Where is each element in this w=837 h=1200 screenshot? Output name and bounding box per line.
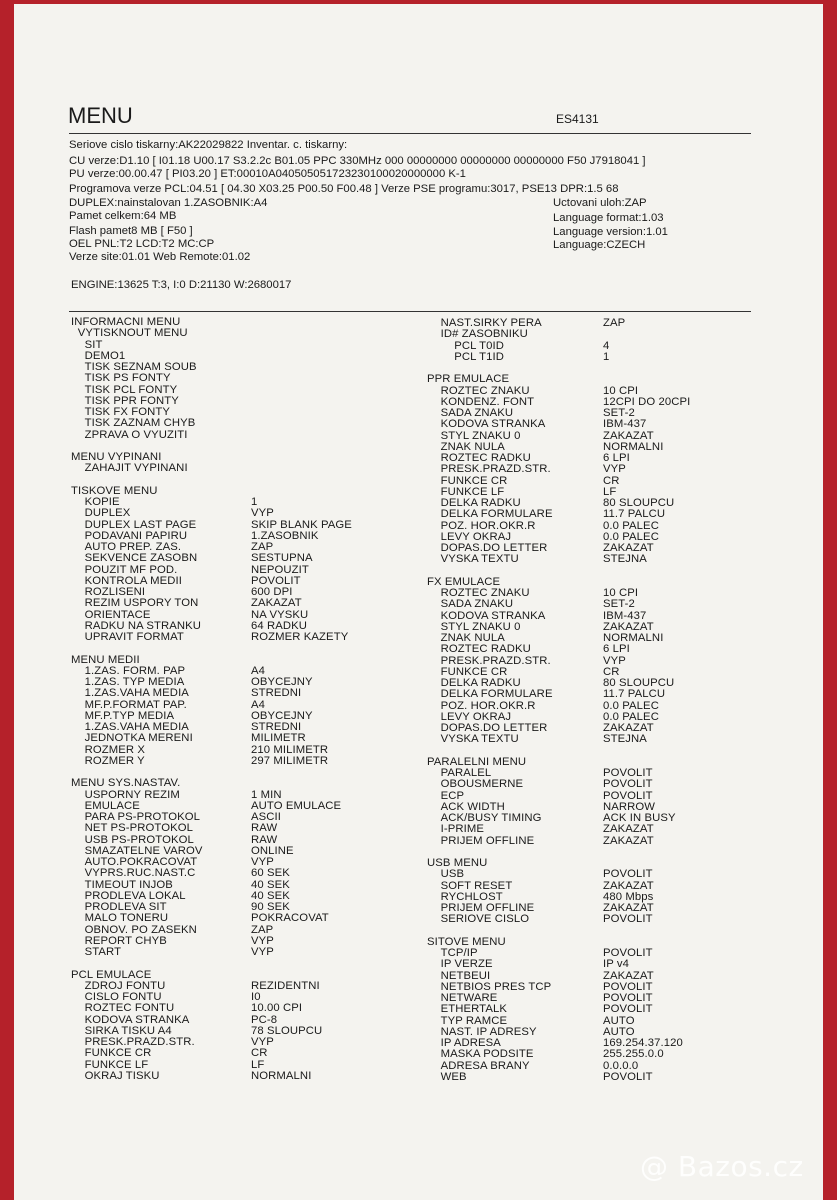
menu-section-heading: USB MENU bbox=[427, 857, 488, 869]
menu-item-value: 11.7 PALCU bbox=[603, 508, 666, 521]
menu-item-value: 1.ZASOBNIK bbox=[251, 529, 319, 542]
menu-item-label: PRIJEM OFFLINE bbox=[440, 834, 535, 847]
menu-item-value: 80 SLOUPCU bbox=[603, 677, 675, 689]
menu-item-label: KODOVA STRANKA bbox=[84, 1013, 190, 1026]
menu-item-value: 0.0 PALEC bbox=[603, 519, 659, 532]
menu-item-value: VYP bbox=[251, 856, 274, 868]
menu-item-value: 6 LPI bbox=[603, 643, 630, 656]
menu-item-label: DEMO1 bbox=[84, 349, 126, 362]
menu-item-value: STREDNI bbox=[251, 687, 302, 700]
menu-item-value: 40 SEK bbox=[251, 878, 290, 891]
menu-item-label: SADA ZNAKU bbox=[440, 407, 514, 419]
menu-item-label: PRIJEM OFFLINE bbox=[440, 902, 535, 914]
menu-item-label: FUNKCE LF bbox=[84, 1058, 149, 1071]
menu-item-label: VYSKA TEXTU bbox=[440, 553, 519, 566]
menu-item-value: ZAP bbox=[603, 317, 626, 329]
menu-item-label: TYP RAMCE bbox=[440, 1014, 508, 1027]
menu-item-value: ASCII bbox=[251, 811, 282, 823]
menu-item-label: DOPAS.DO LETTER bbox=[440, 722, 548, 734]
menu-item-label: PARALEL bbox=[440, 767, 492, 779]
menu-section-heading: MENU VYPINANI bbox=[71, 451, 162, 463]
menu-item-label: PCL T1ID bbox=[454, 350, 504, 363]
menu-item-label: PRODLEVA SIT bbox=[84, 901, 167, 913]
menu-item-label: ZNAK NULA bbox=[440, 440, 505, 453]
menu-item-label: ROZTEC FONTU bbox=[84, 1002, 175, 1015]
menu-item-label: SEKVENCE ZASOBN bbox=[84, 552, 198, 565]
menu-item-label: NAST. IP ADRESY bbox=[440, 1025, 537, 1038]
menu-item-label: REZIM USPORY TON bbox=[84, 597, 199, 610]
menu-item-label: TISK ZAZNAM CHYB bbox=[84, 417, 196, 430]
menu-item-label: RYCHLOST bbox=[440, 890, 503, 903]
menu-item-label: ZPRAVA O VYUZITI bbox=[84, 428, 188, 441]
menu-item-value: ZAKAZAT bbox=[603, 542, 654, 554]
menu-item-label: ECP bbox=[440, 789, 465, 802]
menu-item-label: AUTO.POKRACOVAT bbox=[84, 856, 198, 868]
menu-item-value: 480 Mbps bbox=[603, 890, 654, 903]
header-line-right: Language:CZECH bbox=[553, 239, 646, 251]
menu-item-value: NA VYSKU bbox=[251, 608, 309, 621]
menu-item-label: DELKA FORMULARE bbox=[440, 508, 553, 521]
menu-item-label: AUTO PREP. ZAS. bbox=[84, 541, 182, 553]
menu-item-label: LEVY OKRAJ bbox=[440, 710, 512, 723]
menu-item-label: STYL ZNAKU 0 bbox=[440, 429, 521, 442]
menu-item-label: 1.ZAS. TYP MEDIA bbox=[84, 676, 185, 688]
menu-item-label: SIRKA TISKU A4 bbox=[84, 1024, 172, 1037]
menu-item-value: 40 SEK bbox=[251, 889, 290, 902]
menu-item-value: POVOLIT bbox=[603, 1070, 653, 1083]
menu-item-label: TIMEOUT INJOB bbox=[84, 878, 173, 891]
menu-item-label: POUZIT MF POD. bbox=[84, 563, 178, 576]
menu-item-value: POVOLIT bbox=[603, 980, 653, 993]
menu-item-label: KONTROLA MEDII bbox=[84, 574, 183, 587]
header-line-right: Language version:1.01 bbox=[553, 226, 668, 238]
menu-item-value: 10 CPI bbox=[603, 384, 639, 397]
menu-item-value: ACK IN BUSY bbox=[603, 812, 676, 824]
menu-item-label: ADRESA BRANY bbox=[440, 1059, 530, 1072]
menu-item-value: ZAKAZAT bbox=[603, 969, 654, 982]
menu-item-value: POVOLIT bbox=[603, 767, 653, 779]
menu-item-label: KOPIE bbox=[84, 496, 120, 508]
menu-section-heading: PARALELNI MENU bbox=[427, 755, 527, 768]
menu-item-value: SKIP BLANK PAGE bbox=[251, 518, 352, 531]
menu-item-value: ZAKAZAT bbox=[603, 834, 654, 847]
menu-item-label: DOPAS.DO LETTER bbox=[440, 542, 548, 554]
menu-item-label: UPRAVIT FORMAT bbox=[84, 631, 184, 643]
menu-item-value: NORMALNI bbox=[251, 1069, 312, 1082]
menu-item-label: 1.ZAS.VAHA MEDIA bbox=[84, 721, 189, 733]
menu-item-value: POVOLIT bbox=[603, 913, 653, 926]
menu-item-label: KONDENZ. FONT bbox=[440, 395, 535, 408]
menu-item-label: JEDNOTKA MERENI bbox=[84, 732, 193, 745]
menu-item-label: NET PS-PROTOKOL bbox=[84, 822, 194, 835]
menu-item-label: PCL T0ID bbox=[454, 339, 504, 352]
menu-item-label: ACK WIDTH bbox=[440, 800, 505, 813]
menu-item-value: 0.0.0.0 bbox=[603, 1059, 639, 1072]
menu-item-value: VYP bbox=[603, 654, 626, 667]
menu-item-value: NEPOUZIT bbox=[251, 563, 309, 576]
menu-item-label: DELKA FORMULARE bbox=[440, 688, 553, 701]
menu-item-label: MASKA PODSITE bbox=[440, 1048, 534, 1061]
menu-item-value: SET-2 bbox=[603, 407, 635, 419]
header-line: Flash pamet8 MB [ F50 ] bbox=[69, 225, 193, 237]
menu-item-value: 4 bbox=[603, 339, 610, 352]
menu-item-value: NARROW bbox=[603, 800, 656, 813]
top-divider bbox=[69, 133, 751, 134]
header-line: DUPLEX:nainstalovan 1.ZASOBNIK:A4 bbox=[69, 197, 268, 209]
menu-item-label: ETHERTALK bbox=[440, 1003, 507, 1016]
menu-item-label: STYL ZNAKU 0 bbox=[440, 620, 521, 633]
menu-item-label: VYSKA TEXTU bbox=[440, 733, 519, 746]
menu-item-label: PRESK.PRAZD.STR. bbox=[440, 463, 551, 476]
menu-item-label: ROZTEC ZNAKU bbox=[440, 384, 530, 397]
menu-item-value: I0 bbox=[251, 991, 261, 1003]
menu-item-label: DELKA RADKU bbox=[440, 497, 521, 509]
menu-item-value: A4 bbox=[251, 698, 266, 711]
menu-item-label: OKRAJ TISKU bbox=[84, 1069, 160, 1082]
menu-item-value: LF bbox=[251, 1058, 265, 1071]
menu-item-label: ROZTEC ZNAKU bbox=[440, 587, 530, 599]
menu-item-label: PODAVANI PAPIRU bbox=[84, 529, 188, 542]
menu-item-value: 64 RADKU bbox=[251, 619, 308, 632]
menu-item-label: SMAZATELNE VAROV bbox=[84, 844, 203, 857]
menu-item-value: CR bbox=[603, 665, 620, 678]
menu-item-value: SESTUPNA bbox=[251, 552, 313, 565]
menu-section-heading: TISKOVE MENU bbox=[71, 484, 158, 497]
menu-item-value: VYP bbox=[251, 946, 274, 958]
menu-item-label: USB PS-PROTOKOL bbox=[84, 833, 194, 846]
menu-item-label: ZAHAJIT VYPINANI bbox=[84, 462, 188, 475]
menu-item-label: NETBIOS PRES TCP bbox=[440, 980, 552, 993]
engine-line: ENGINE:13625 T:3, I:0 D:21130 W:2680017 bbox=[71, 279, 292, 291]
menu-item-value: POVOLIT bbox=[251, 574, 301, 587]
menu-item-value: 0.0 PALEC bbox=[603, 710, 659, 723]
menu-item-value: 1 bbox=[251, 496, 258, 508]
header-line-right: Uctovani uloh:ZAP bbox=[553, 197, 647, 209]
menu-item-value: NORMALNI bbox=[603, 632, 664, 644]
menu-item-value: STEJNA bbox=[603, 733, 647, 746]
menu-item-value: VYP bbox=[251, 934, 274, 947]
menu-item-value: POVOLIT bbox=[603, 778, 653, 791]
menu-item-value: PC-8 bbox=[251, 1013, 278, 1026]
menu-item-label: NAST.SIRKY PERA bbox=[440, 317, 542, 329]
menu-item-value: 10.00 CPI bbox=[251, 1002, 303, 1015]
menu-item-label: USPORNY REZIM bbox=[84, 788, 180, 801]
menu-item-value: VYP bbox=[251, 1036, 274, 1048]
header-line: Seriove cislo tiskarny:AK22029822 Inventar. c. tiskarny: bbox=[69, 139, 348, 151]
menu-item-label: 1.ZAS. FORM. PAP bbox=[84, 664, 186, 677]
menu-item-label: ROZTEC RADKU bbox=[440, 643, 531, 656]
header-line: Verze site:01.01 Web Remote:01.02 bbox=[69, 251, 251, 263]
menu-item-value: RAW bbox=[251, 822, 278, 835]
menu-item-label: I-PRIME bbox=[440, 823, 484, 836]
menu-item-label: EMULACE bbox=[84, 799, 140, 812]
menu-item-value: LF bbox=[603, 485, 617, 498]
header-line: PU verze:00.00.47 [ PI03.20 ] ET:00010A040505051723230100020000000 K-1 bbox=[69, 168, 466, 180]
menu-item-value: AUTO bbox=[603, 1025, 635, 1038]
menu-item-value: AUTO EMULACE bbox=[251, 799, 342, 812]
menu-item-label: VYPRS.RUC.NAST.C bbox=[84, 867, 196, 880]
menu-item-value: POVOLIT bbox=[603, 789, 653, 802]
menu-item-label: NETWARE bbox=[440, 992, 498, 1004]
menu-item-value: ZAKAZAT bbox=[251, 597, 302, 610]
menu-item-value: CR bbox=[603, 474, 620, 487]
menu-section-heading: FX EMULACE bbox=[427, 575, 501, 588]
menu-item-label: KODOVA STRANKA bbox=[440, 609, 546, 622]
menu-section-heading: MENU MEDII bbox=[71, 653, 140, 666]
menu-item-value: STREDNI bbox=[251, 721, 302, 733]
menu-item-value: 11.7 PALCU bbox=[603, 688, 666, 701]
menu-item-label: DUPLEX LAST PAGE bbox=[84, 518, 197, 531]
menu-item-value: ONLINE bbox=[251, 844, 294, 857]
menu-item-value: 1 MIN bbox=[251, 788, 282, 801]
menu-item-label: TISK PCL FONTY bbox=[84, 383, 178, 396]
header-line: Programova verze PCL:04.51 [ 04.30 X03.25 P00.50 F00.48 ] Verze PSE programu:3017, PSE13 DPR:1.5 68 bbox=[69, 183, 619, 195]
menu-item-label: ID# ZASOBNIKU bbox=[440, 328, 528, 341]
menu-item-label: TISK FX FONTY bbox=[84, 406, 170, 418]
menu-item-label: USB bbox=[440, 868, 465, 881]
menu-item-label: PRODLEVA LOKAL bbox=[84, 889, 186, 902]
menu-item-label: WEB bbox=[440, 1070, 467, 1083]
menu-item-label: IP VERZE bbox=[440, 958, 493, 971]
menu-item-value: POVOLIT bbox=[603, 947, 653, 959]
menu-item-value: VYP bbox=[603, 463, 626, 476]
menu-item-value: ZAKAZAT bbox=[603, 823, 654, 836]
menu-item-label: ROZMER Y bbox=[84, 754, 145, 767]
menu-item-value: 10 CPI bbox=[603, 587, 639, 599]
menu-item-value: AUTO bbox=[603, 1014, 635, 1027]
menu-item-label: ZNAK NULA bbox=[440, 632, 505, 644]
menu-item-label: OBNOV. PO ZASEKN bbox=[84, 923, 197, 936]
menu-item-value: 6 LPI bbox=[603, 452, 630, 464]
menu-item-label: TISK PPR FONTY bbox=[84, 394, 179, 407]
menu-item-value: A4 bbox=[251, 664, 266, 677]
menu-item-value: 600 DPI bbox=[251, 586, 293, 598]
menu-item-label: LEVY OKRAJ bbox=[440, 530, 512, 543]
menu-section-heading: INFORMACNI MENU bbox=[71, 316, 181, 328]
menu-item-value: 0.0 PALEC bbox=[603, 530, 659, 543]
menu-item-label: DUPLEX bbox=[84, 507, 131, 520]
menu-item-label: ACK/BUSY TIMING bbox=[440, 812, 542, 824]
menu-item-value: ZAP bbox=[251, 541, 274, 553]
menu-item-value: 90 SEK bbox=[251, 901, 290, 913]
menu-item-label: SOFT RESET bbox=[440, 879, 513, 892]
menu-item-value: 60 SEK bbox=[251, 867, 290, 880]
header-line: Pamet celkem:64 MB bbox=[69, 210, 177, 222]
menu-item-value: 297 MILIMETR bbox=[251, 754, 329, 767]
middle-divider bbox=[69, 311, 751, 312]
menu-item-label: ORIENTACE bbox=[84, 608, 151, 621]
menu-item-value: 80 SLOUPCU bbox=[603, 497, 675, 509]
menu-item-value: POVOLIT bbox=[603, 992, 653, 1004]
menu-item-value: ZAKAZAT bbox=[603, 620, 654, 633]
menu-item-value: IBM-437 bbox=[603, 418, 647, 431]
menu-item-label: ROZLISENI bbox=[84, 586, 146, 598]
menu-item-label: MF.P.TYP MEDIA bbox=[84, 709, 175, 722]
menu-item-value: STEJNA bbox=[603, 553, 647, 566]
menu-item-label: POZ. HOR.OKR.R bbox=[440, 519, 536, 532]
menu-item-label: REPORT CHYB bbox=[84, 934, 167, 947]
menu-item-value: VYP bbox=[251, 507, 274, 520]
menu-section-heading: SITOVE MENU bbox=[427, 935, 506, 948]
header-line: CU verze:D1.10 [ I01.18 U00.17 S3.2.2c B01.05 PPC 330MHz 000 00000000 00000000 00000000 F50 J7918041 ] bbox=[69, 155, 646, 167]
menu-item-label: MF.P.FORMAT PAP. bbox=[84, 698, 187, 711]
menu-item-value: ROZMER KAZETY bbox=[251, 631, 349, 643]
menu-item-label: IP ADRESA bbox=[440, 1037, 501, 1049]
menu-item-value: ZAP bbox=[251, 923, 274, 936]
menu-item-label: TISK SEZNAM SOUB bbox=[84, 361, 197, 373]
menu-item-label: POZ. HOR.OKR.R bbox=[440, 699, 536, 712]
menu-item-value: ZAKAZAT bbox=[603, 429, 654, 442]
menu-item-value: ZAKAZAT bbox=[603, 879, 654, 892]
menu-item-label: CISLO FONTU bbox=[84, 991, 162, 1003]
menu-item-label: ZDROJ FONTU bbox=[84, 979, 166, 992]
watermark: @ Bazos.cz bbox=[640, 1150, 804, 1183]
menu-item-value: POVOLIT bbox=[603, 868, 653, 881]
menu-item-label: VYTISKNOUT MENU bbox=[77, 327, 188, 340]
menu-item-value: CR bbox=[251, 1047, 268, 1060]
header-line: OEL PNL:T2 LCD:T2 MC:CP bbox=[69, 238, 215, 250]
menu-item-label: DELKA RADKU bbox=[440, 677, 521, 689]
menu-item-value: MILIMETR bbox=[251, 732, 306, 745]
menu-item-value: 0.0 PALEC bbox=[603, 699, 659, 712]
header-line-right: Language format:1.03 bbox=[553, 212, 664, 224]
menu-item-label: PARA PS-PROTOKOL bbox=[84, 811, 201, 823]
menu-item-label: 1.ZAS.VAHA MEDIA bbox=[84, 687, 189, 700]
menu-item-value: OBYCEJNY bbox=[251, 676, 313, 688]
menu-item-label: PRESK.PRAZD.STR. bbox=[84, 1036, 195, 1048]
menu-item-value: POVOLIT bbox=[603, 1003, 653, 1016]
menu-section-heading: PPR EMULACE bbox=[427, 373, 510, 386]
menu-item-label: SERIOVE CISLO bbox=[440, 913, 530, 926]
menu-item-label: PRESK.PRAZD.STR. bbox=[440, 654, 551, 667]
menu-item-value: RAW bbox=[251, 833, 278, 846]
menu-item-value: 78 SLOUPCU bbox=[251, 1024, 323, 1037]
menu-section-heading: PCL EMULACE bbox=[71, 968, 152, 981]
menu-item-value: NORMALNI bbox=[603, 440, 664, 453]
menu-item-label: KODOVA STRANKA bbox=[440, 418, 546, 431]
menu-item-label: OBOUSMERNE bbox=[440, 778, 524, 791]
menu-item-label: RADKU NA STRANKU bbox=[84, 619, 202, 632]
menu-item-label: MALO TONERU bbox=[84, 912, 169, 925]
menu-section-heading: MENU SYS.NASTAV. bbox=[71, 777, 181, 790]
printer-code: ES4131 bbox=[556, 112, 599, 126]
menu-item-label: FUNKCE CR bbox=[84, 1047, 152, 1060]
menu-item-label: ROZTEC RADKU bbox=[440, 452, 531, 464]
menu-item-value: 1 bbox=[603, 350, 610, 363]
menu-item-label: TCP/IP bbox=[440, 947, 478, 959]
menu-item-value: 255.255.0.0 bbox=[603, 1048, 664, 1061]
menu-item-value: 12CPI DO 20CPI bbox=[603, 395, 691, 408]
menu-item-label: FUNKCE CR bbox=[440, 665, 508, 678]
menu-item-label: TISK PS FONTY bbox=[84, 372, 171, 385]
menu-item-value: IP v4 bbox=[603, 958, 630, 971]
menu-item-label: FUNKCE CR bbox=[440, 474, 508, 487]
menu-item-value: SET-2 bbox=[603, 598, 635, 611]
menu-item-value: POKRACOVAT bbox=[251, 912, 329, 925]
menu-item-value: ZAKAZAT bbox=[603, 722, 654, 734]
menu-item-label: NETBEUI bbox=[440, 969, 491, 982]
menu-item-value: REZIDENTNI bbox=[251, 979, 320, 992]
menu-item-label: FUNKCE LF bbox=[440, 485, 505, 498]
menu-item-value: ZAKAZAT bbox=[603, 902, 654, 914]
menu-item-value: IBM-437 bbox=[603, 609, 647, 622]
menu-item-value: 210 MILIMETR bbox=[251, 743, 329, 756]
menu-item-label: SIT bbox=[84, 338, 103, 351]
page-title: MENU bbox=[68, 103, 133, 128]
menu-item-label: ROZMER X bbox=[84, 743, 146, 756]
menu-item-value: 169.254.37.120 bbox=[603, 1037, 683, 1049]
menu-item-value: OBYCEJNY bbox=[251, 709, 313, 722]
menu-item-label: START bbox=[84, 946, 122, 958]
menu-item-label: SADA ZNAKU bbox=[440, 598, 514, 611]
